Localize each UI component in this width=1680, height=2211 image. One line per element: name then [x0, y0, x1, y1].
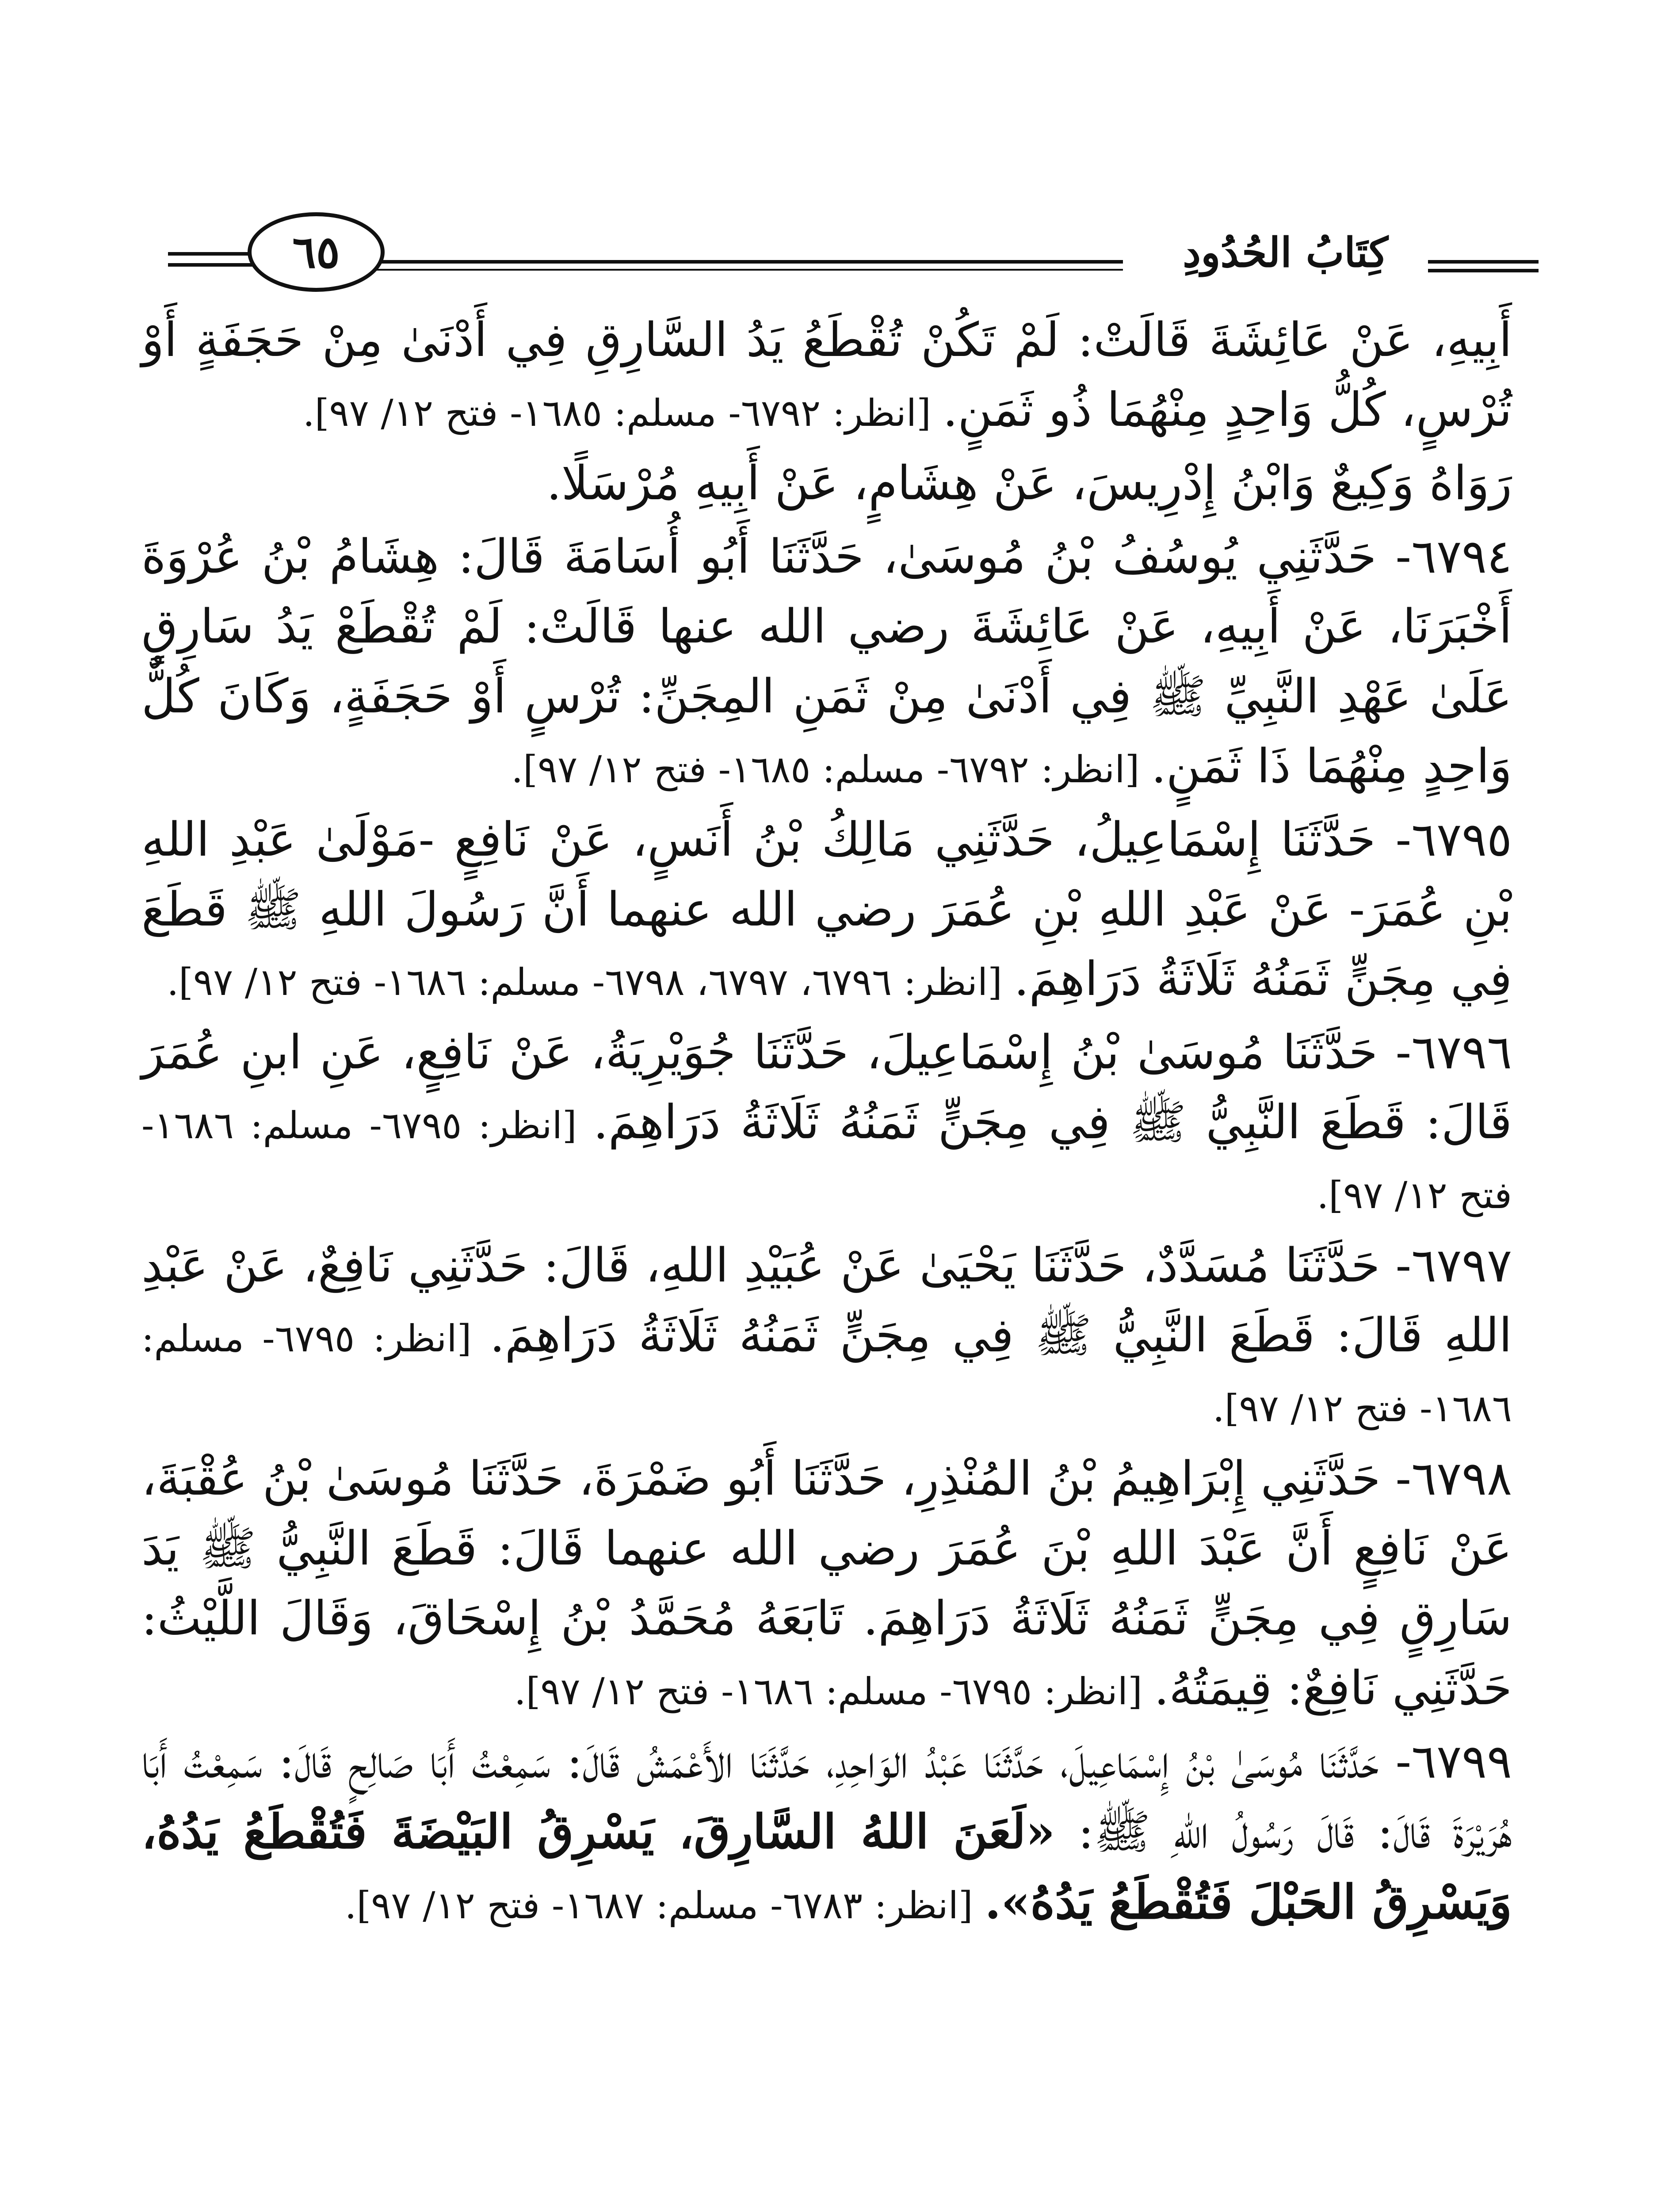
- paragraph-2: [141, 448, 1512, 518]
- prophetic-saying: «لَعَنَ اللهُ السَّارِقَ، يَسْرِقُ البَيْضَةَ فَتُقْطَعُ يَدُهُ، وَيَسْرِقُ الحَبْلَ فَتُقْطَعُ يَدُهُ».: [141, 1803, 1512, 1929]
- hadith-6799: [141, 1727, 1512, 1937]
- page-number: ٦٥: [292, 226, 340, 278]
- paragraph-text: أَبِيهِ، عَنْ عَائِشَةَ قَالَتْ: لَمْ تَكُنْ تُقْطَعُ يَدُ السَّارِقِ فِي أَدْنَىٰ مِنْ حَجَفَةٍ أَوْ تُرْسٍ، كُلُّ وَاحِدٍ مِنْهُمَا ذُو ثَمَنٍ.: [141, 313, 1512, 437]
- reference-note: [انظر: ٦٧٨٣- مسلم: ١٦٨٧- فتح ١٢/ ٩٧].: [344, 1883, 985, 1927]
- header-rule-left-lower: [168, 263, 256, 267]
- paragraph-text: ٦٧٩٦- حَدَّثَنَا مُوسَىٰ بْنُ إِسْمَاعِيلَ، حَدَّثَنَا جُوَيْرِيَةُ، عَنْ نَافِعٍ، عَنِ ابنِ عُمَرَ قَالَ: قَطَعَ النَّبِيُّ ﷺ فِي مِجَنٍّ ثَمَنُهُ ثَلَاثَةُ دَرَاهِمَ.: [141, 1025, 1512, 1150]
- reference-note: [انظر: ٦٧٩٥- مسلم: ١٦٨٦- فتح ١٢/ ٩٧].: [141, 1104, 1512, 1217]
- paragraph-1: [141, 305, 1512, 445]
- page-body: [141, 305, 1512, 1941]
- paragraph-text: ٦٧٩٧- حَدَّثَنَا مُسَدَّدٌ، حَدَّثَنَا يَحْيَىٰ عَنْ عُبَيْدِ اللهِ، قَالَ: حَدَّثَنِي نَافِعٌ، عَنْ عَبْدِ اللهِ قَالَ: قَطَعَ النَّبِيُّ ﷺ فِي مِجَنٍّ ثَمَنُهُ ثَلَاثَةُ دَرَاهِمَ.: [141, 1238, 1512, 1363]
- reference-note: [انظر: ٦٧٩٥- مسلم: ١٦٨٦- فتح ١٢/ ٩٧].: [141, 1317, 1512, 1431]
- paragraph-text: ٦٧٩٤- حَدَّثَنِي يُوسُفُ بْنُ مُوسَىٰ، حَدَّثَنَا أَبُو أُسَامَةَ قَالَ: هِشَامُ بْنُ عُرْوَةَ أَخْبَرَنَا، عَنْ أَبِيهِ، عَنْ عَائِشَةَ رضي الله عنها قَالَتْ: لَمْ تُقْطَعْ يَدُ سَارِقٍ عَلَىٰ عَهْدِ النَّبِيِّ ﷺ فِي أَدْنَىٰ مِنْ ثَمَنِ المِجَنِّ: تُرْسٍ أَوْ حَجَفَةٍ، وَكَانَ كُلٌّ وَاحِدٍ مِنْهُمَا ذَا ثَمَنٍ.: [141, 529, 1512, 793]
- paragraph-text: ٦٧٩٨- حَدَّثَنِي إِبْرَاهِيمُ بْنُ المُنْذِرِ، حَدَّثَنَا أَبُو ضَمْرَةَ، حَدَّثَنَا مُوسَىٰ بْنُ عُقْبَةَ، عَنْ نَافِعٍ أَنَّ عَبْدَ اللهِ بْنَ عُمَرَ رضي الله عنهما قَالَ: قَطَعَ النَّبِيُّ ﷺ يَدَ سَارِقٍ فِي مِجَنٍّ ثَمَنُهُ ثَلَاثَةُ دَرَاهِمَ. تَابَعَهُ مُحَمَّدُ بْنُ إِسْحَاقَ، وَقَالَ اللَّيْثُ: حَدَّثَنِي نَافِعٌ: قِيمَتُهُ.: [141, 1451, 1512, 1715]
- header-rule-right-lower: [1428, 269, 1539, 272]
- hadith-6794: [141, 522, 1512, 801]
- reference-note: [انظر: ٦٧٩٥- مسلم: ١٦٨٦- فتح ١٢/ ٩٧].: [514, 1669, 1154, 1713]
- reference-note: [انظر: ٦٧٩٦، ٦٧٩٧، ٦٧٩٨- مسلم: ١٦٨٦- فتح ١٢/ ٩٧].: [167, 960, 1014, 1004]
- hadith-6798: [141, 1444, 1512, 1723]
- paragraph-text: رَوَاهُ وَكِيعٌ وَابْنُ إِدْرِيسَ، عَنْ هِشَامٍ، عَنْ أَبِيهِ مُرْسَلًا.: [546, 455, 1512, 510]
- book-title: كِتَابُ الحُدُودِ: [1183, 229, 1388, 276]
- header-rule-middle: [376, 260, 1123, 264]
- paragraph-text: ٦٧٩٥- حَدَّثَنَا إِسْمَاعِيلُ، حَدَّثَنِي مَالِكُ بْنُ أَنَسٍ، عَنْ نَافِعٍ -مَوْلَىٰ عَبْدِ اللهِ بْنِ عُمَرَ- عَنْ عَبْدِ اللهِ بْنِ عُمَرَ رضي الله عنهما أَنَّ رَسُولَ اللهِ ﷺ قَطَعَ فِي مِجَنٍّ ثَمَنُهُ ثَلَاثَةُ دَرَاهِمَ.: [141, 812, 1512, 1006]
- hadith-6797: [141, 1231, 1512, 1440]
- reference-note: [انظر: ٦٧٩٢- مسلم: ١٦٨٥- فتح ١٢/ ٩٧].: [303, 391, 943, 435]
- header-rule-middle-lower: [376, 269, 1123, 271]
- header-rule-left: [168, 252, 256, 256]
- paragraph-text: ٦٧٩٩- حَدَّثَنَا مُوسَىٰ بْنُ إِسْمَاعِيلَ، حَدَّثَنَا عَبْدُ الوَاحِدِ، حَدَّثَنَا الأَعْمَشُ قَالَ: سَمِعْتُ أَبَا صَالِحٍ قَالَ: سَمِعْتُ أَبَا هُرَيْرَةَ قَالَ: قَالَ رَسُولُ اللهِ ﷺ:: [141, 1734, 1512, 1859]
- header-rule-right: [1428, 260, 1539, 264]
- page-header: [168, 208, 1539, 314]
- reference-note: [انظر: ٦٧٩٢- مسلم: ١٦٨٥- فتح ١٢/ ٩٧].: [511, 747, 1152, 791]
- page-number-badge: [248, 212, 385, 292]
- hadith-6795: [141, 805, 1512, 1014]
- hadith-6796: [141, 1018, 1512, 1227]
